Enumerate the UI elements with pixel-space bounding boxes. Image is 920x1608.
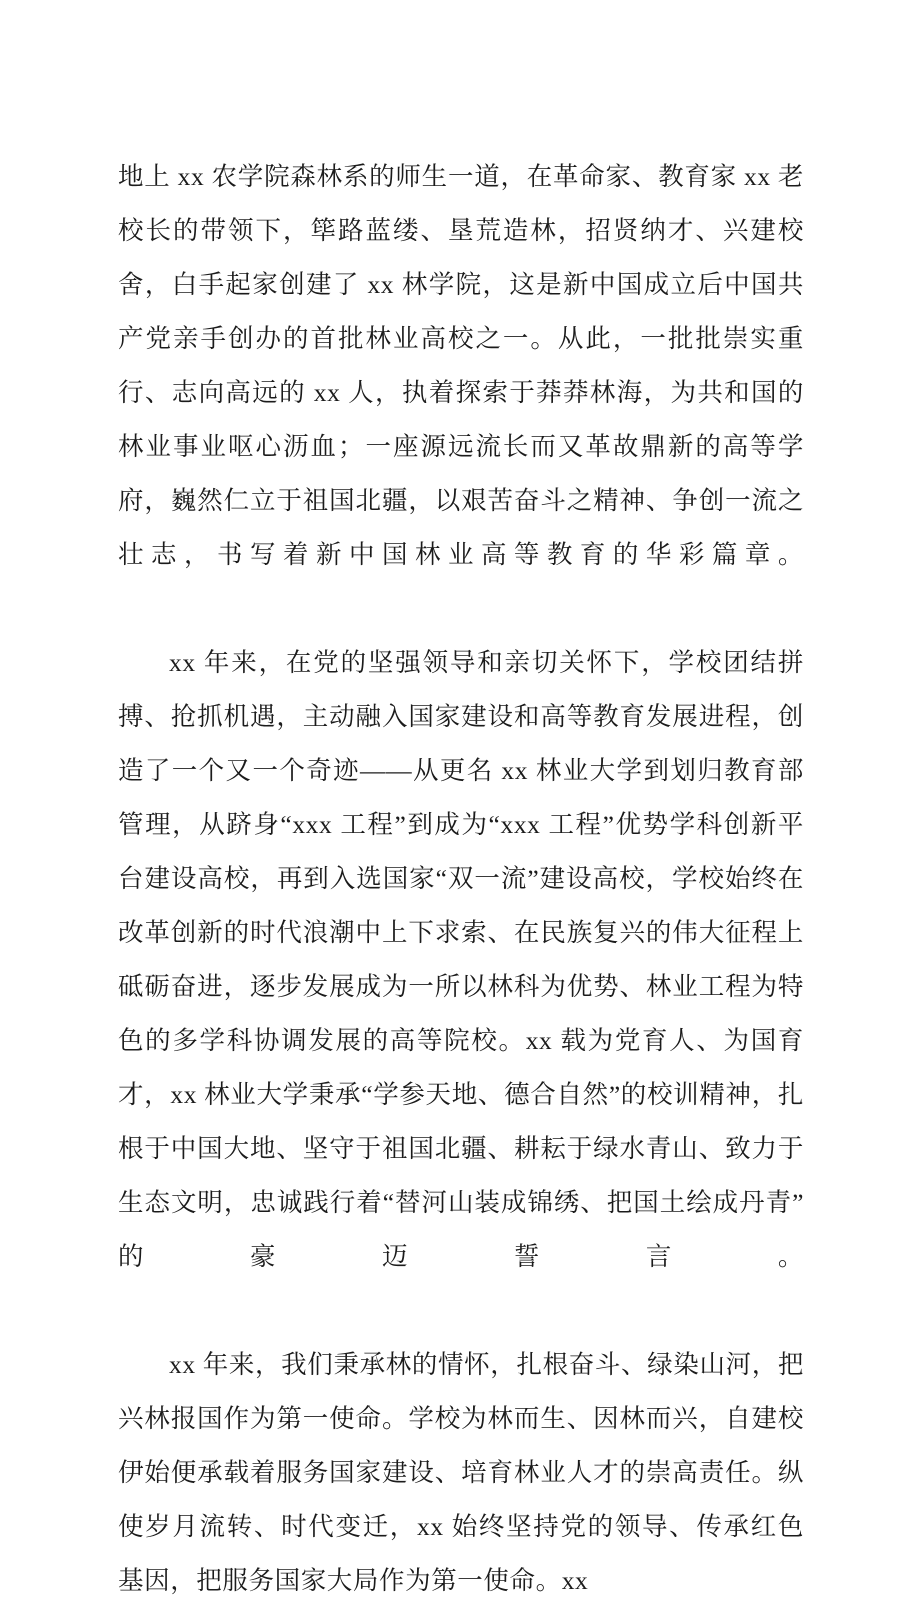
paragraph-1: 地上 xx 农学院森林系的师生一道，在革命家、教育家 xx 老校长的带领下，筚路蓝缕、垦荒造林，招贤纳才、兴建校舍，白手起家创建了 xx 林学院，这是新中国成立后中国共产党亲手创办的首批林业高校之一。从此，一批批崇实重行、志向高远的 xx 人，执着探索于莽莽林海，为共和国的林业事业呕心沥血；一座源远流长而又革故鼎新的高等学府，巍然仁立于祖国北疆，以艰苦奋斗之精神、争创一流之壮志，书写着新中国林业高等教育的华彩篇章。: [118, 162, 804, 569]
document-text-body: [118, 150, 804, 1608]
paragraph-3: xx 年来，我们秉承林的情怀，扎根奋斗、绿染山河，把兴林报国作为第一使命。学校为林而生、因林而兴，自建校伊始便承载着服务国家建设、培育林业人才的崇高责任。纵使岁月流转、时代变迁，xx 始终坚持党的领导、传承红色基因，把服务国家大局作为第一使命。xx: [118, 1350, 804, 1595]
paragraph-2: xx 年来，在党的坚强领导和亲切关怀下，学校团结拼搏、抢抓机遇，主动融入国家建设和高等教育发展进程，创造了一个又一个奇迹——从更名 xx 林业大学到划归教育部管理，从跻身“xxx 工程”到成为“xxx 工程”优势学科创新平台建设高校，再到入选国家“双一流”建设高校，学校始终在改革创新的时代浪潮中上下求索、在民族复兴的伟大征程上砥砺奋进，逐步发展成为一所以林科为优势、林业工程为特色的多学科协调发展的高等院校。xx 载为党育人、为国育才，xx 林业大学秉承“学参天地、德合自然”的校训精神，扎根于中国大地、坚守于祖国北疆、耕耘于绿水青山、致力于生态文明，忠诚践行着“替河山装成锦绣、把国土绘成丹青”的豪迈誓言。: [118, 648, 804, 1271]
